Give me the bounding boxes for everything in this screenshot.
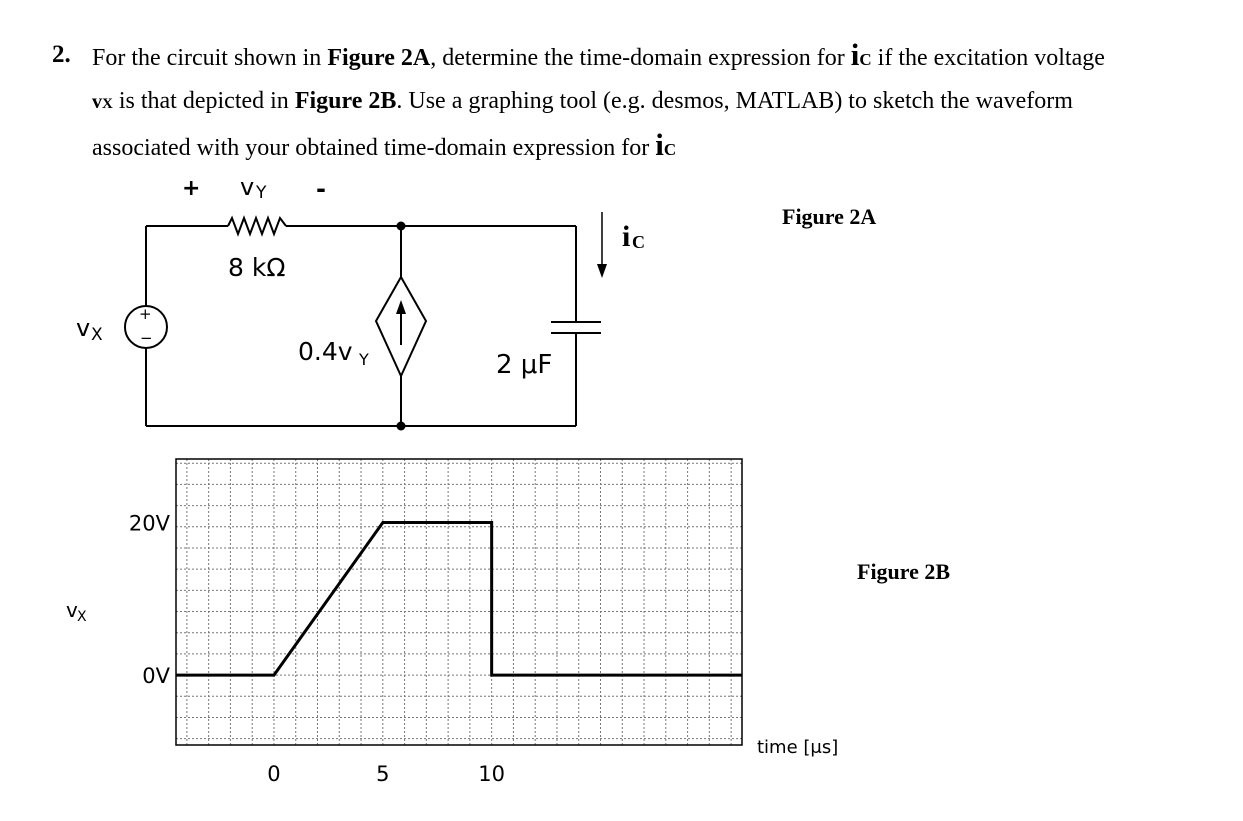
dependent-source-subscript: Y <box>359 350 369 369</box>
chart-ylabel-subscript: X <box>77 609 87 625</box>
chart-ylabel: v <box>66 598 78 622</box>
text-segment: For the circuit shown in <box>92 45 328 71</box>
source-minus: − <box>140 329 153 347</box>
text-segment: associated with your obtained time-domain expression for <box>92 135 656 161</box>
vx-symbol: v <box>92 91 102 113</box>
x-tick-label: 5 <box>376 762 390 786</box>
text-segment: , determine the time-domain expression for <box>430 45 851 71</box>
dependent-source-label: 0.4v <box>298 337 353 366</box>
ic-subscript: C <box>859 50 872 69</box>
resistor-label: 8 kΩ <box>228 253 286 282</box>
source-vx-subscript: X <box>91 325 103 345</box>
ic-subscript: C <box>663 140 677 159</box>
figure-2b-reference: Figure 2B <box>294 88 397 114</box>
figure-2b-caption: Figure 2B <box>857 559 951 584</box>
y-tick-label: 20V <box>128 511 170 536</box>
source-plus: + <box>139 305 152 323</box>
x-tick-label: 10 <box>478 762 506 786</box>
vy-label: v <box>240 173 255 201</box>
vy-minus: - <box>316 175 326 203</box>
capacitor-label: 2 μF <box>496 350 553 380</box>
source-vx-label: v <box>76 314 91 342</box>
ic-label-subscript: C <box>632 232 645 252</box>
chart-series <box>176 523 742 676</box>
y-tick-label: 0V <box>142 664 170 689</box>
figure-2a-caption: Figure 2A <box>782 204 877 229</box>
figure-2a-reference: Figure 2A <box>327 45 431 71</box>
vy-subscript: Y <box>256 183 267 203</box>
chart-grid <box>176 459 742 745</box>
vx-subscript: X <box>102 96 113 112</box>
chart-xlabel: time [μs] <box>757 737 839 758</box>
series-line-vx <box>176 523 742 676</box>
vy-plus: + <box>182 176 201 201</box>
chart-frame <box>176 459 742 745</box>
ic-symbol: i <box>850 37 860 72</box>
text-segment: . Use a graphing tool (e.g. desmos, MATLAB) to sketch the waveform <box>396 88 1073 114</box>
x-tick-label: 0 <box>267 762 281 786</box>
problem-number: 2. <box>52 41 71 68</box>
ic-symbol: i <box>655 127 664 162</box>
text-segment: if the excitation voltage <box>871 45 1105 71</box>
ic-label: i <box>622 220 631 253</box>
text-segment: is that depicted in <box>112 88 295 114</box>
